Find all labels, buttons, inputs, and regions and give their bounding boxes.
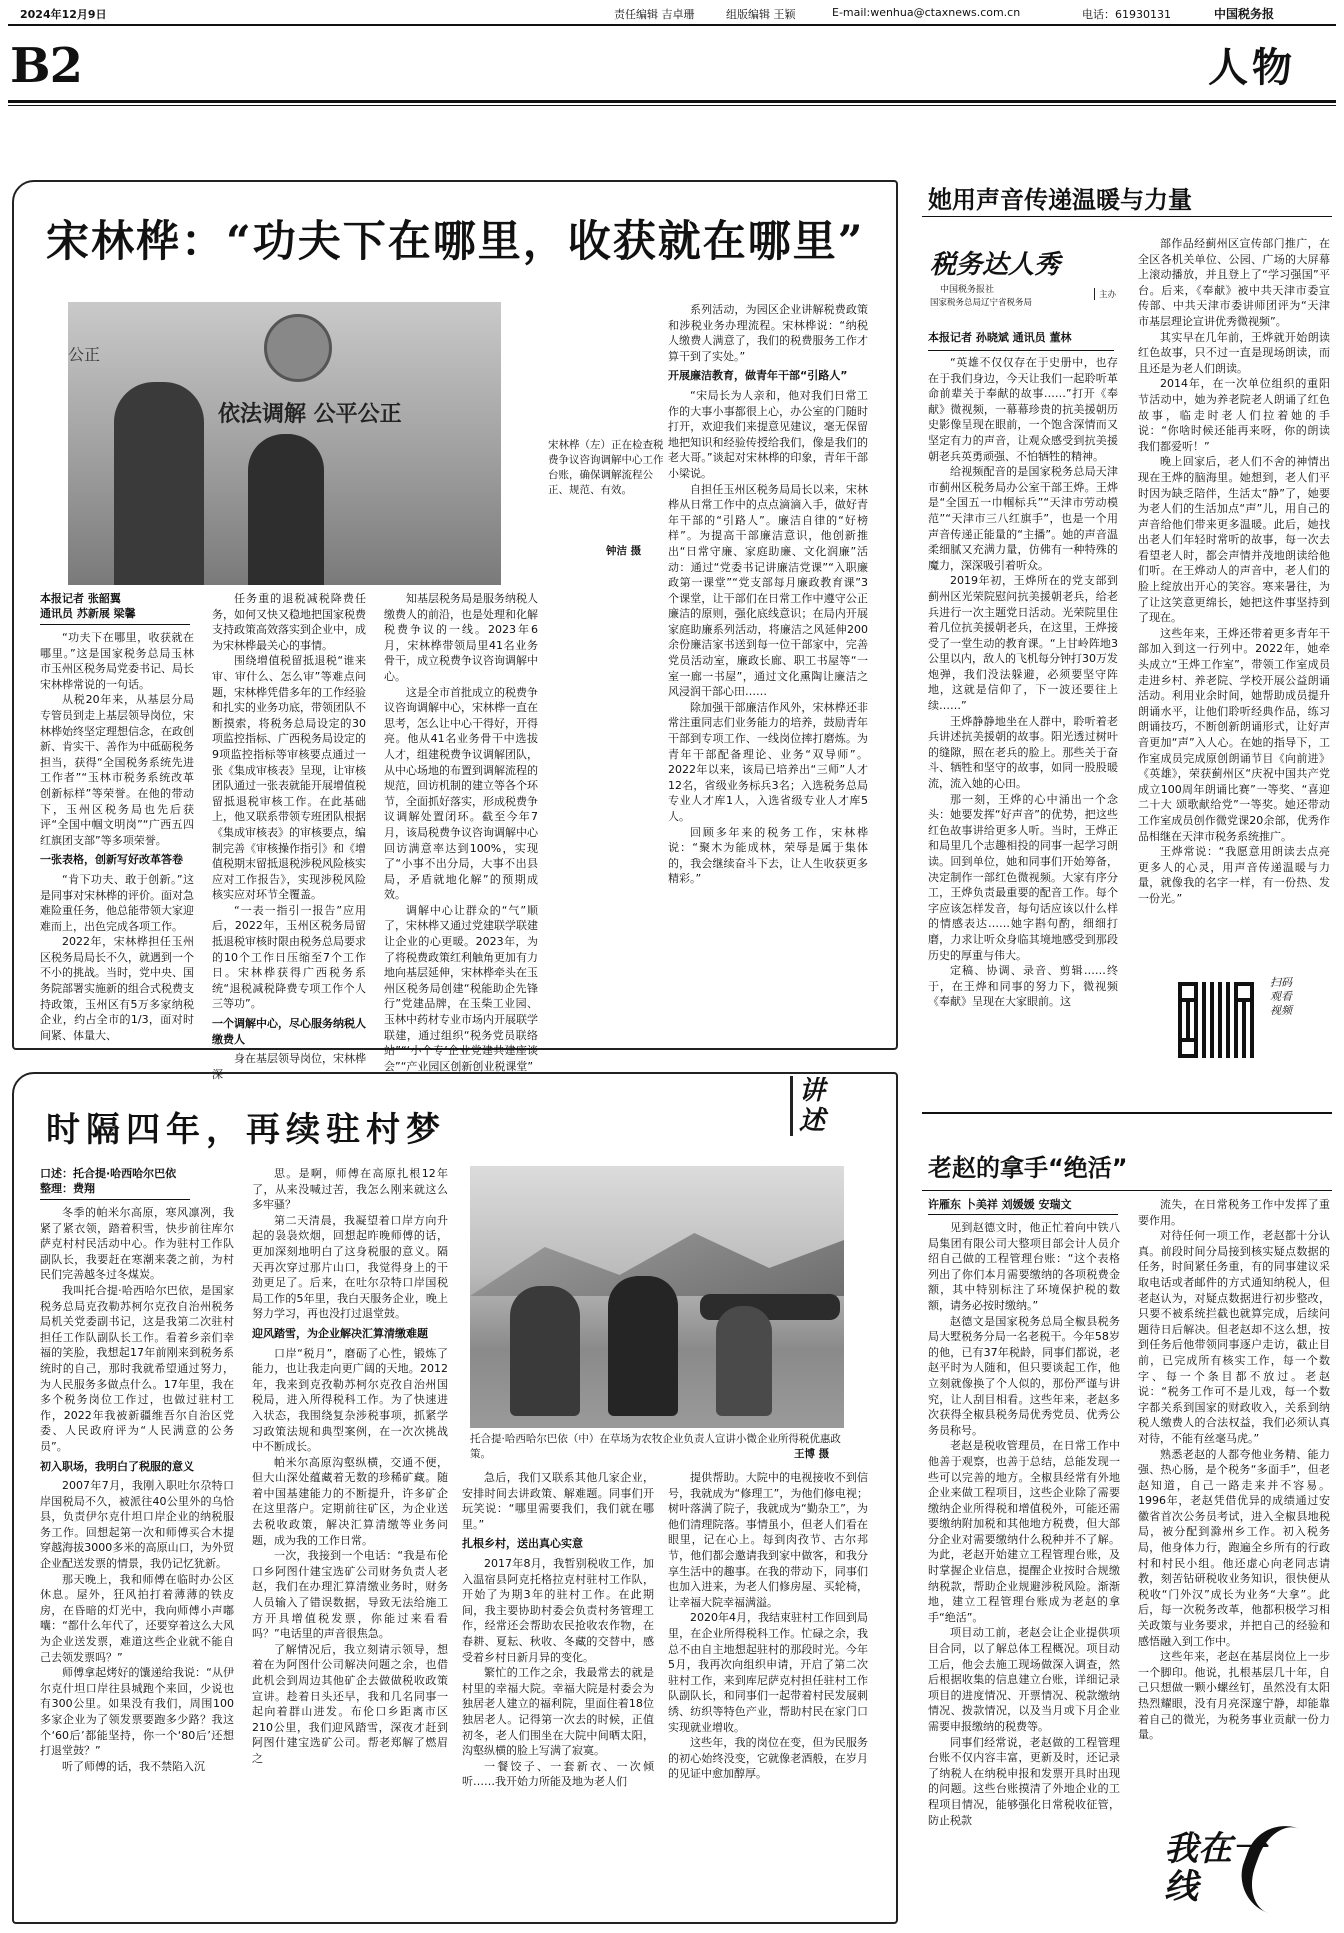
subheading: 迎风踏雪，为企业解决汇算清缴难题 bbox=[252, 1326, 428, 1340]
article1-col4 bbox=[668, 302, 868, 1040]
editor-phone: 电话：61930131 bbox=[1082, 8, 1171, 21]
logo-wordmark: 税务达人秀 bbox=[930, 250, 1061, 280]
article2-title: 时隔四年，再续驻村梦 bbox=[46, 1110, 446, 1150]
paragraph: 那天晚上，我和师傅在临时办公区休息。屋外，狂风拍打着薄薄的铁皮房，在昏暗的灯光中，我向师傅小声嘟囔：“都什么年代了，还要穿着这么大风为企业送发票，难道这些企业就不能自己去领发票吗？” bbox=[40, 1572, 234, 1664]
paragraph: 冬季的帕米尔高原，寒风凛冽，我紧了紧衣领，踏着积雪，快步前往库尔萨克村村民活动中心。作为驻村工作队副队长，我要赶在寒潮来袭之前，为村民们完善越冬过冬煤炭。 bbox=[40, 1206, 234, 1282]
article2-photographer: 王博 摄 bbox=[794, 1448, 830, 1460]
subheading: 扎根乡村，送出真心实意 bbox=[462, 1537, 583, 1551]
paragraph: 同事们经常说，老赵做的工程管理台账不仅内容丰富，更新及时，还记录了纳税人在纳税申报和发票开具时出现的问题。这些台账摸清了外地企业的工程项目情况，能够强化日常税收征管，防止税款 bbox=[928, 1735, 1120, 1827]
photo-person-left bbox=[114, 382, 204, 585]
paragraph: 其实早在几年前，王烨就开始朗读红色故事，只不过一直是现场朗读，而且还是为老人们朗读。 bbox=[1138, 330, 1330, 375]
paragraph: 这是全市首批成立的税费争议咨询调解中心，宋林桦一直在思考，怎么让中心干得好，开得亮。他从41名业务骨干中选拔人才，组建税费争议调解团队，从中心场地的布置到调解流程的规范，回访机制的建立等各个环节，全面抓好落实，形成税费争议调解处置闭环。截至今年7月，该局税费争议咨询调解中心回访满意率达到100%，实现了“小事不出分局，大事不出县局，矛盾就地化解”的预期成效。 bbox=[384, 685, 538, 902]
paragraph: 一餐饺子、一套新衣、一次倾听……我开始力所能及地为老人们 bbox=[462, 1759, 654, 1789]
article2-col3 bbox=[462, 1470, 654, 1913]
paragraph: 帕米尔高原沟壑纵横，交通不便，但大山深处蕴藏着无数的珍稀矿藏。随着中国基建能力的不断提升，许多矿企在这里落户。定期前往矿区，为企业送去税收政策，解决汇算清缴等业务问题，成为我的工作日常。 bbox=[252, 1455, 448, 1547]
editor-email[interactable]: E-mail:wenhua@ctaxnews.com.cn bbox=[832, 6, 1021, 19]
paragraph: 了解情况后，我立刻请示领导，想着在为阿图什公司解决问题之余，也借此机会到周边其他矿企去做做税收政策宣讲。趁着日头还早，我和几名同事一起向着群山进发。布伦口乡距离市区210公里，我们迎风踏雪，深夜才赶到阿图什建宝选矿公司。帮老郑解了燃眉之 bbox=[252, 1642, 448, 1765]
qr-finder-bl bbox=[1178, 1038, 1198, 1058]
issue-date: 2024年12月9日 bbox=[20, 8, 107, 21]
article3-byline: 本报记者 孙晓斌 通讯员 董林 bbox=[928, 331, 1072, 344]
qr-finder-tl bbox=[1178, 982, 1198, 1002]
paragraph: 赵德文是国家税务总局全椒县税务局大墅税务分局一名老税干。今年58岁的他，已有37年税龄，同事们都说，老赵平时为人随和，但只要谈起工作，他立刻就像换了个人似的，那份严谨与讲究，让人刮目相看。这些年来，老赵多次获得全椒县税务局优秀党员、优秀公务员称号。 bbox=[928, 1314, 1120, 1437]
paragraph: 给视频配音的是国家税务总局天津市蓟州区税务局办公室干部王烨。王烨是“全国五一巾帼标兵”“天津市劳动模范”“天津市三八红旗手”，也是一个用声音传递正能量的“主播”。她的声音温柔细腻又充满力量，仿佛有一种特殊的魔力，深深吸引着听众。 bbox=[928, 465, 1118, 572]
article4-title-rule bbox=[922, 1190, 1332, 1191]
paragraph: 从税20年来，从基层分局专管员到走上基层领导岗位，宋林桦始终坚定理想信念，在政创新、肯实干、善作为中砥砺税务担当，获得“全国税务系统先进工作者”“玉林市税务系统改革创新标样”等荣誉。在他的带动下，玉州区税务局也先后获评“全国中帼文明岗”“广西五四红旗团支部”等多项荣誉。 bbox=[40, 693, 194, 847]
photo-wall-sign: 依法调解 公平公正 bbox=[218, 402, 402, 427]
article3-byline-rule bbox=[928, 350, 1114, 351]
photo-person-right bbox=[248, 434, 324, 585]
paragraph: 晚上回家后，老人们不舍的神情出现在王烨的脑海里。她想到，老人们平时因为缺乏陪伴，生活太“静”了，她要为老人们的生活加点“声”儿，用自己的声音给他们带来更多温暖。此后，她找出老人们年轻时常听的故事，每一次去看望老人时，都会声情并茂地朗读给他们听。在王烨动人的声音中，老人们的脸上绽放出开心的笑容。寒来暑往，为了让这笑意更绵长，她把这件事坚持到了现在。 bbox=[1138, 455, 1330, 625]
article1-photo-caption: 宋林桦（左）正在检查税费争议咨询调解中心工作台账，确保调解流程公正、规范、有效。 bbox=[548, 439, 664, 496]
paragraph: 繁忙的工作之余，我最常去的就是村里的幸福大院。幸福大院是村委会为独居老人建立的福利院，里面住着18位独居老人。记得第一次去的时候，正值初冬，老人们围坐在大院中间晒太阳，沟壑纵横的脸上写满了寂寞。 bbox=[462, 1666, 654, 1758]
article4-col2 bbox=[1138, 1197, 1330, 1815]
article3-title-rule bbox=[922, 216, 1332, 217]
article3-col1 bbox=[928, 355, 1118, 1045]
paragraph: 师傅拿起烤好的馕递给我说：“从伊尔克什坦口岸往县城跑个来回，少说也有300公里。如果没有我们，周围100多家企业为了领发票要跑多少路？我这个‘60后’都能坚持，你一个‘80后’还想打退堂鼓？” bbox=[40, 1666, 234, 1758]
paragraph: “英雄不仅仅存在于史册中，也存在于我们身边，今天让我们一起聆听革命前辈关于奉献的故事……”打开《奉献》微视频，一幕幕珍贵的抗美援朝历史影像呈现在眼前，一个饱含深情而又坚定有力的声音，让观众感受到抗美援朝老兵英勇顽强、不怕牺牲的精神。 bbox=[928, 356, 1118, 463]
paragraph: 知基层税务局是服务纳税人缴费人的前沿，也是处理和化解税费争议的一线。2023年6月，宋林桦带领局里41名业务骨干，成立税费争议咨询调解中心。 bbox=[384, 592, 538, 683]
subheading: 一个调解中心，尽心服务纳税人缴费人 bbox=[212, 1017, 366, 1046]
paragraph: 定稿、协调、录音、剪辑……终于，在王烨和同事的努力下，微视频《奉献》呈现在大家眼前。这 bbox=[928, 964, 1118, 1009]
subheading: 一张表格，创新写好改革答卷 bbox=[40, 853, 183, 867]
paragraph: 那一刻，王烨的心中涌出一个念头：她要发挥“好声音”的优势，把这些红色故事讲给更多人听。当时，王烨正和局里几个志趣相投的同事一起学习朗读。回到单位，她和同事们开始筹备，决定制作一部红色微视频。大家有序分工，王烨负责最重要的配音工作。每个字应该怎样发音，每句话应该以什么样的情感表达……她字斟句酌，细细打磨，力求让听众身临其境地感受到那段历史的厚重与伟大。 bbox=[928, 792, 1118, 962]
photo-wall-sign-left: 公正 bbox=[68, 345, 101, 364]
article2-compiler: 整理：费翔 bbox=[40, 1182, 95, 1195]
responsible-editor: 责任编辑 吉卓珊 bbox=[614, 8, 695, 21]
qr-finder-tr bbox=[1234, 982, 1254, 1002]
paragraph: 项目动工前，老赵会让企业提供项目合同，以了解总体工程概况。项目动工后，他会去施工现场做深入调查，然后根据收集的信息建立台账，详细记录项目的进度情况、开票情况、税款缴纳情况、拨款情况，以及当月或下月企业需要申报缴纳的税费等。 bbox=[928, 1626, 1120, 1733]
paragraph: 听了师傅的话，我不禁陷入沉 bbox=[62, 1759, 205, 1773]
article1-col2 bbox=[212, 591, 366, 1081]
paragraph: 回顾多年来的税务工作，宋林桦说：“聚木为能成林，荣辱是属于集体的，我会继续奋斗下去，让人生收获更多精彩。” bbox=[668, 825, 868, 886]
paragraph: 老赵是税收管理员，在日常工作中他善于观察，也善于总结，总能发现一些可以完善的地方。全椒县经常有外地企业来做工程项目，这些企业除了需要缴纳企业所得税和增值税外，可能还需要缴纳附加税和其他地方税费，但大部分企业对需要缴纳什么税种并不了解。为此，老赵开始建立工程管理台账，及时掌握企业信息，提醒企业按时合规缴纳税款，帮助企业规避涉税风险。渐渐地，建立工程管理台账成为老赵的拿手“绝活”。 bbox=[928, 1439, 1120, 1624]
paragraph: 除加强干部廉洁作风外，宋林桦还非常注重同志们业务能力的培养，鼓励青年干部到专项工作、一线岗位摔打磨炼。为青年干部配备理论、业务“双导师”。2022年以来，该局已培养出“三师”人才12名，省级业务标兵3名；入选税务总局专业人才库1人，入选省级专业人才库5人。 bbox=[668, 700, 868, 823]
paragraph: 一次，我接到一个电话：“我是布伦口乡阿图什建宝选矿公司财务负责人老赵，我们在办理汇算清缴业务时，财务人员输入了错误数据，导致无法给施工方开具增值税发票，你能过来看看吗？”电话里的声音很焦急。 bbox=[252, 1549, 448, 1641]
article1-byline bbox=[40, 591, 190, 621]
article2-badge-jiangshu: 讲述 bbox=[790, 1076, 835, 1136]
paragraph: “肯下功夫、敢于创新。”这是同事对宋林桦的评价。面对急难险重任务，他总能带领大家迎难而上，出色完成各项工作。 bbox=[40, 872, 194, 933]
photo-person-3 bbox=[716, 1306, 772, 1416]
paragraph: 2014年，在一次单位组织的重阳节活动中，她为养老院老人朗诵了红色故事，临走时老人们拉着她的手说：“你啥时候还能再来呀，你的朗读我们都爱听！” bbox=[1138, 377, 1330, 453]
paragraph: “一表一指引一报告”应用后，2022年，玉州区税务局留抵退税审核时限由税务总局要求的10个工作日压缩至7个工作日。宋林桦获得广西税务系统“退税减税降费专项工作个人三等功”。 bbox=[212, 903, 366, 1011]
paragraph: 口岸“税月”，磨砺了心性，锻炼了能力，也让我走向更广阔的天地。2012年，我来到克孜勒苏柯尔克孜自治州国税局，进入所得税科工作。为了快速进入状态，我围绕复杂涉税事项，抓紧学习政策法规和典型案例，在一次次挑战中不断成长。 bbox=[252, 1346, 448, 1454]
article4-byline-rule bbox=[928, 1214, 1118, 1215]
paragraph: 王烨常说：“我愿意用朗读去点亮更多人的心灵，用声音传递温暖与力量，就像我的名字一样，有一份热、发一份光。” bbox=[1138, 845, 1330, 905]
right-column-divider bbox=[922, 1112, 1332, 1114]
i-am-on-the-front-line-badge: 我在一线 bbox=[1164, 1829, 1266, 1907]
article1-photographer: 钟洁 摄 bbox=[606, 545, 642, 557]
article3-col2 bbox=[1138, 236, 1330, 940]
paragraph: 思。是啊，师傅在高原扎根12年了，从来没喊过苦，我怎么刚来就这么多牢骚？ bbox=[252, 1167, 448, 1212]
article2-byline-rule bbox=[40, 1199, 190, 1200]
paragraph: 这些年来，老赵在基层岗位上一步一个脚印。他说，扎根基层几十年，自己只想做一颗小螺丝钉，虽然没有太阳热烈耀眼，没有月亮深邃宁静，却能靠着自己的微光，为税务事业贡献一份力量。 bbox=[1138, 1650, 1330, 1742]
masthead-strip bbox=[20, 6, 1324, 22]
article2-col2 bbox=[252, 1166, 448, 1913]
paragraph: 提供帮助。大院中的电视接收不到信号，我就成为“修理工”，为他们修电视；树叶落满了院子，我就成为“勤杂工”，为他们清理院落。事情虽小，但老人们看在眼里，记在心上。每到肉孜节、古尔邦节，他们都会邀请我到家中做客，和我分享生活中的趣事。在我的带动下，同事们也加入进来，为老人们修房屋、买轮椅，让幸福大院幸福满溢。 bbox=[668, 1471, 868, 1609]
paragraph: 对待任何一项工作，老赵都十分认真。前段时间分局接到核实疑点数据的任务，时间紧任务重，有的同事建议采取电话或者邮件的方式通知纳税人，但老赵认为，对疑点数据进行初步整改，只要不被系统拦截也就算完成，后续问题待日后解决。但老赵却不这么想，按到任务后他带领同事逐户走访，截止目前，已完成所有核实工作，每一个数字、每一个条目都不放过。老赵说：“税务工作可不是儿戏，每一个数字都关系到国家的财政收入，关系到纳税人缴费人的合法权益，我们必须认真对待，不能有丝毫马虎。” bbox=[1138, 1229, 1330, 1445]
layout-editor: 组版编辑 王颖 bbox=[726, 8, 796, 21]
paragraph: 任务重的退税减税降费任务，如何又快又稳地把国家税费支持政策高效落实到企业中，成为宋林桦最关心的事情。 bbox=[212, 592, 366, 652]
qr-caption: 扫码观看视频 bbox=[1270, 976, 1292, 1017]
logo-host-1: 中国税务报社 bbox=[940, 285, 995, 295]
paragraph: 2017年8月，我暂别税收工作，加入温宿县阿克托格拉克村驻村工作队，开始了为期3年的驻村工作。在此期间，我主要协助村委会负责村务管理工作，经常还会帮助农民抢收农作物，在春耕、夏耘、秋收、冬藏的交替中，感受着乡村日新月异的变化。 bbox=[462, 1556, 654, 1664]
paragraph: “功夫下在哪里，收获就在哪里。”这是国家税务总局玉林市玉州区税务局党委书记、局长宋林桦常说的一句话。 bbox=[40, 631, 194, 691]
paragraph: 2020年4月，我结束驻村工作回到局里，在企业所得税科工作。忙碌之余，我总不由自主地想起驻村的那段时光。今年5月，我再次向组织申请，开启了第二次驻村工作，来到库尼萨克村担任驻村工作队副队长，和同事们一起带着村民发展刺绣、纺织等特色产业，帮助村民在家门口实现就业增收。 bbox=[668, 1611, 868, 1734]
paragraph: 系列活动，为园区企业讲解税费政策和涉税业务办理流程。宋林桦说：“纳税人缴费人满意了，我们的税费服务工作才算干到了实处。” bbox=[668, 303, 868, 363]
paragraph: 熟悉老赵的人都夸他业务精、能力强、热心肠，是个税务“多面手”，但老赵知道，自己一路走来并不容易。1996年，老赵凭借优异的成绩通过安徽省首次公务员考试，进入全椒县地税局，被分配到滁州乡工作。初入税务局，他身体力行，跑遍全乡所有的行政村和村民小组。他还虚心向老同志请教，刻苦钻研税收业务知识，很快便从税收“门外汉”成长为业务“大拿”。此后，每一次税务改革，他都积极学习相关政策与业务要求，并把自己的经验和感悟融入到工作中。 bbox=[1138, 1447, 1330, 1648]
section-name: 人物 bbox=[1208, 44, 1296, 91]
paragraph: 身在基层领导岗位，宋林桦深 bbox=[212, 1052, 366, 1081]
paragraph: 调解中心让群众的“气”顺了，宋林桦又通过党建联学联建让企业的心更暖。2023年，为了将税费政策红利触角更加有力地向基层延伸，宋林桦牵头在玉州区税务局创建“税能助企先锋行”党建品牌，在玉柴工业园、玉林中药材专业市场内开展联学联建，通过组织“税务党员联络站”“‘小个专’企业党建共建座谈会”“产业园区创新创业税课堂” bbox=[384, 903, 538, 1073]
paragraph: 这些年，我的岗位在变，但为民服务的初心始终没变，它就像老酒般，在岁月的见证中愈加醇厚。 bbox=[668, 1736, 868, 1781]
paper-name: 中国税务报 bbox=[1214, 7, 1275, 21]
header-bottom-rule bbox=[8, 100, 1336, 103]
header-bottom-rule-thin bbox=[8, 105, 1336, 106]
photo-person-2 bbox=[608, 1276, 678, 1416]
subheading: 初入职场，我明白了税服的意义 bbox=[40, 1459, 194, 1473]
article1-photo bbox=[68, 302, 501, 585]
paragraph: 王烨静静地坐在人群中，聆听着老兵讲述抗美援朝的故事。阳光透过树叶的缝隙，照在老兵的脸上。那些关于奋斗、牺牲和坚守的故事，如同一股股暖流，流入她的心田。 bbox=[928, 714, 1118, 791]
paragraph: 2022年，宋林桦担任玉州区税务局局长不久，就遇到一个不小的挑战。当时，党中央、国务院部署实施新的组合式税费支持政策，玉州区有5万多家纳税企业，约占全市的1/3，面对时间紧、体量大、 bbox=[40, 935, 194, 1042]
paragraph: 见到赵德文时，他正忙着向中铁八局集团有限公司大整项目部会计人员介绍自己做的工程管理台账：“这个表格列出了你们本月需要缴纳的各项税费金额，其中特别标注了环境保护税的数额，请务必按时缴纳。” bbox=[928, 1221, 1120, 1312]
article1-title: 宋林桦：“功夫下在哪里，收获就在哪里” bbox=[46, 217, 865, 267]
article2-narrator: 口述：托合提·哈西哈尔巴依 bbox=[40, 1167, 177, 1180]
article1-col3 bbox=[384, 591, 538, 1073]
subheading: 开展廉洁教育，做青年干部“引路人” bbox=[668, 369, 848, 383]
paragraph: 2007年7月，我刚入职吐尔尕特口岸国税局不久，被派往40公里外的乌恰县，负责伊尔克什坦口岸企业的纳税服务工作。回想起第一次和师傅买合木提穿越海拔3000多米的高原山口，为外贸企业配送发票的情景，我仍记忆犹新。 bbox=[40, 1479, 234, 1571]
paragraph: 部作品经蓟州区宣传部门推广，在全区各机关单位、公园、广场的大屏幕上滚动播放，并且登上了“学习强国”平台。后来，《奉献》被中共天津市委宣传部、中共天津市委讲师团评为“天津市基层理论宣讲优秀微视频”。 bbox=[1138, 237, 1330, 328]
article4-col1 bbox=[928, 1220, 1120, 1920]
logo-host-2: 国家税务总局辽宁省税务局 bbox=[930, 298, 1033, 308]
tax-talent-show-logo bbox=[930, 244, 1120, 318]
photo-logo-emblem bbox=[264, 314, 332, 382]
header-top-rule bbox=[8, 24, 1336, 26]
logo-host-label: 主办 bbox=[1094, 288, 1116, 300]
paragraph: 我叫托合提·哈西哈尔巴依，是国家税务总局克孜勒苏柯尔克孜自治州税务局机关党委副书记，这是我第二次驻村担任工作队副队长工作。看着乡亲们幸福的笑脸，我想起17年前刚来到税务系统时的自己，那时我就希望通过努力，为人民服务多做点什么。17年里，我在多个税务岗位工作过，也做过驻村工作，2022年我被新疆维吾尔自治区党委、人民政府评为“人民满意的公务员”。 bbox=[40, 1283, 234, 1453]
paragraph: 流失，在日常税务工作中发挥了重要作用。 bbox=[1138, 1198, 1330, 1227]
article1-byline-rule bbox=[40, 624, 190, 625]
paragraph: 第二天清晨，我凝望着口岸方向升起的袅袅炊烟，回想起昨晚师傅的话，更加深刻地明白了这身税服的意义。隔天再次穿过那片山口，我觉得身上的干劲更足了。后来，在吐尔尕特口岸国税局工作的5年里，我白天服务企业，晚上努力学习，再也没打过退堂鼓。 bbox=[252, 1213, 448, 1321]
article2-photo bbox=[470, 1166, 844, 1428]
paragraph: 2019年初，王烨所在的党支部到蓟州区光荣院慰问抗美援朝老兵，给老兵进行一次主题党日活动。光荣院里住着几位抗美援朝老兵，在这里，王烨接受了一堂生动的教育课。“上甘岭阵地3公里以内，敌人的飞机每分钟打30万发炮弹，我们没法躲避，必须要坚守阵地，这就是信仰了，下一波还要往上续……” bbox=[928, 574, 1118, 713]
article2-photo-caption: 托合提·哈西哈尔巴依（中）在草场为农牧企业负责人宣讲小微企业所得税优惠政策。 bbox=[470, 1433, 841, 1460]
article1-reporter: 本报记者 张韶翼 bbox=[40, 592, 121, 605]
article1-correspondents: 通讯员 苏新展 梁馨 bbox=[40, 607, 136, 620]
article2-col1 bbox=[40, 1205, 234, 1913]
article3-title: 她用声音传递温暖与力量 bbox=[928, 186, 1192, 214]
paragraph: 这些年来，王烨还带着更多青年干部加入到这一行列中。2022年，她牵头成立“王烨工作室”，带领工作室成员走进乡村、养老院、学校开展公益朗诵活动。利用业余时间，她帮助成员提升朗诵水平，让他们聆听经典作品，练习朗诵技巧，不断创新朗诵形式，让好声音更加“声”入人心。在她的指导下，工作室成员完成原创朗诵节目《向前进》《英雄》，荣获蓟州区“庆祝中国共产党成立100周年朗诵比赛”一等奖、“喜迎二十大 颂歌献给党”一等奖。她还带动工作室成员创作微党课20余部，优秀作品相继在天津市税务系统推广。 bbox=[1138, 626, 1330, 843]
article2-col4 bbox=[668, 1470, 868, 1913]
paragraph: “宋局长为人亲和，他对我们日常工作的大事小事都很上心，办公室的门随时打开，欢迎我们来提意见建议，毫无保留地把知识和经验传授给我们，像是我们的老大哥。”谈起对宋林桦的印象，青年干部小梁说。 bbox=[668, 388, 868, 480]
article1-col1 bbox=[40, 630, 194, 1040]
paragraph: 围绕增值税留抵退税“谁来审、审什么、怎么审”等难点问题，宋林桦凭借多年的工作经验和扎实的业务功底，带领团队不断摸索，将税务总局设定的30项监控指标、广西税务局设定的9项监控指标等审核要点通过一张《集成审核表》呈现，让审核团队通过一张表就能开展增值税留抵退税审核工作。在此基础上，他又联系带领专班团队根据《集成审核表》的审核要点，编制完善《审核操作指引》和《增值税期末留抵退税涉税风险核实应对工作报告》，实现涉税风险核实应对环节全覆盖。 bbox=[212, 654, 366, 902]
article2-byline bbox=[40, 1166, 200, 1196]
article4-byline: 许雁东 卜美祥 刘媛媛 安瑞文 bbox=[928, 1198, 1072, 1211]
paragraph: 急后，我们又联系其他几家企业，安排时间去讲政策、解难题。同事们开玩笑说：“哪里需要我们，我们就在哪里。” bbox=[462, 1471, 654, 1531]
article4-title: 老赵的拿手“绝活” bbox=[928, 1154, 1128, 1182]
photo-person-1 bbox=[510, 1286, 580, 1416]
paragraph: 自担任玉州区税务局局长以来，宋林桦从日常工作中的点点滴滴入手，做好青年干部的“引路人”。廉洁自律的“好榜样”。为提高干部廉洁意识，他创新推出“日常守廉、家庭助廉、文化润廉”活动：通过“党委书记讲廉洁党课”“入职廉政第一课堂”“党支部每月廉政教育课”3个课堂，让干部们在日常工作中遵守公正廉洁的原则，强化底线意识；在局内开展家庭助廉系列活动，将廉洁之风延伸200余份廉洁家书送到每一位干部家中，完善党员活动室，廉政长廊、职工书屋等“一室一廊一书屋”，通过文化熏陶让廉洁之风浸润干部心田…… bbox=[668, 482, 868, 699]
page-number: B2 bbox=[10, 38, 82, 94]
qr-code[interactable] bbox=[1178, 982, 1254, 1058]
